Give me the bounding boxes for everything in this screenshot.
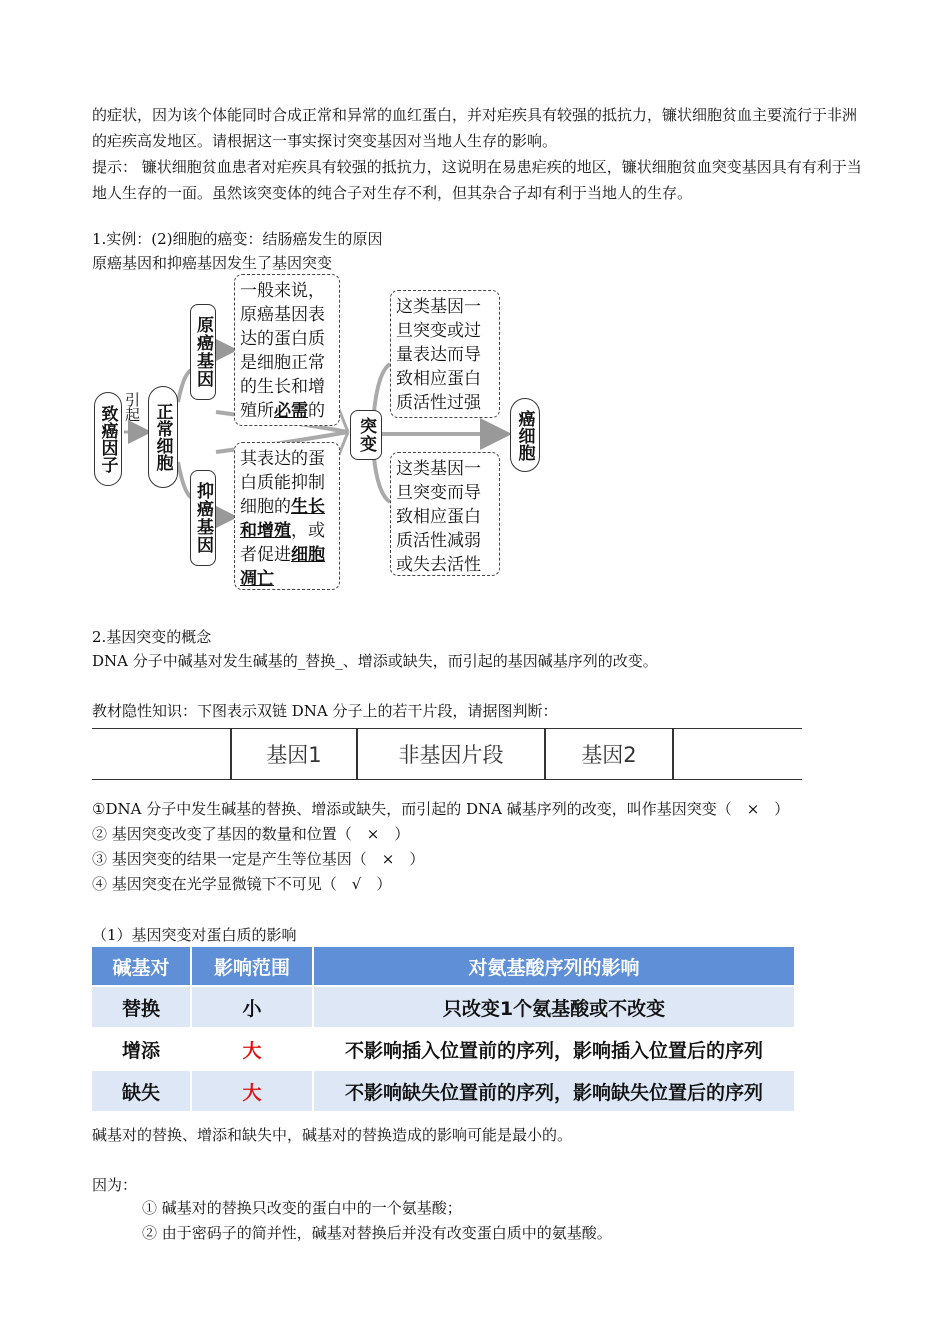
intro-paragraph: 的症状，因为该个体能同时合成正常和异常的血红蛋白，并对疟疾具有较强的抵抗力，镰状细胞贫血主要流行于非洲的疟疾高发地区。请根据这一事实探讨突变基因对当地人生存的影响。 [92, 106, 858, 150]
cause-label: 引起 [123, 392, 141, 422]
reason-item: ① 碱基对的替换只改变的蛋白中的一个氨基酸； [142, 1199, 462, 1217]
segment-gene2: 基因2 [581, 743, 637, 767]
judgment-item: ④ 基因突变在光学显微镜下不可见（ √ ） [92, 875, 392, 893]
table-row [92, 1028, 795, 1070]
proto-desc-text: 一般来说，原癌基因表达的蛋白质是细胞正常的生长和增殖所 [240, 281, 325, 421]
header-scope: 影响范围 [191, 947, 313, 986]
proto-description [234, 274, 340, 426]
proto-result: 这类基因一旦突变或过量表达而导致相应蛋白质活性过强 [390, 290, 500, 418]
hint-paragraph: 提示： 镰状细胞贫血患者对疟疾具有较强的抵抗力，这说明在易患疟疾的地区，镰状细胞贫血突变基因具有有利于当地人生存的一面。虽然该突变体的纯合子对生存不利，但其杂合子却有利于当地人的生存。 [92, 158, 862, 202]
supp-desc-key1: 生长和增殖 [240, 497, 325, 541]
cell-scope: 大 [191, 1070, 313, 1111]
proto-desc-end: 的 [308, 401, 325, 421]
cell-effect: 不影响插入位置前的序列，影响插入位置后的序列 [313, 1028, 795, 1070]
definition-end: _、增添或缺失，而引起的基因碱基序列的改变。 [335, 652, 658, 670]
effect-title: （1）基因突变对蛋白质的影响 [92, 926, 297, 944]
section2-title: 2.基因突变的概念 [92, 628, 212, 646]
cause-node: 致癌因子 [94, 392, 122, 486]
cell-scope: 大 [191, 1028, 313, 1070]
segment-gene1: 基因1 [266, 743, 322, 767]
judgment-item: ①DNA 分子中发生碱基的替换、增添或缺失，而引起的 DNA 碱基序列的改变，叫作基因突变（ × ） [92, 800, 790, 818]
definition-start: DNA 分子中碱基对发生碱基的_ [92, 652, 306, 670]
cell-scope: 小 [191, 986, 313, 1028]
tumor-suppressor-node: 抑癌基因 [190, 470, 216, 566]
because-label: 因为： [92, 1176, 138, 1194]
cell-type: 缺失 [92, 1070, 191, 1111]
cell-type: 替换 [92, 986, 191, 1028]
hidden-knowledge-intro: 教材隐性知识：下图表示双链 DNA 分子上的若干片段，请据图判断： [92, 702, 558, 720]
section1-subtitle: 原癌基因和抑癌基因发生了基因突变 [92, 254, 333, 272]
header-base-pair: 碱基对 [92, 947, 191, 986]
conclusion-text: 碱基对的替换、增添和缺失中，碱基对的替换造成的影响可能是最小的。 [92, 1126, 573, 1144]
cell-type: 增添 [92, 1028, 191, 1070]
cell-effect: 只改变1个氨基酸或不改变 [313, 986, 795, 1028]
suppressor-description [234, 442, 340, 590]
reason-item: ② 由于密码子的简并性，碱基对替换后并没有改变蛋白质中的氨基酸。 [142, 1224, 612, 1242]
table-row [92, 986, 795, 1028]
header-effect: 对氨基酸序列的影响 [313, 947, 795, 986]
cancer-diagram [92, 272, 552, 602]
judgment-item: ③ 基因突变的结果一定是产生等位基因（ × ） [92, 850, 425, 868]
judgment-item: ② 基因突变改变了基因的数量和位置（ × ） [92, 825, 410, 843]
proto-desc-key: 必需 [274, 401, 308, 421]
supp-desc-text: 其表达的蛋白质能抑制细胞的 [240, 449, 325, 517]
definition-key: 替换 [305, 652, 336, 670]
cell-effect: 不影响缺失位置前的序列，影响缺失位置后的序列 [313, 1070, 795, 1111]
section1-title: 1.实例：(2)细胞的癌变：结肠癌发生的原因 [92, 230, 383, 248]
segment-divider [672, 729, 674, 779]
suppressor-result: 这类基因一旦突变而导致相应蛋白质活性减弱或失去活性 [390, 452, 500, 576]
supp-desc-mid: ，或者促进 [240, 521, 325, 565]
segment-noncoding: 非基因片段 [398, 743, 504, 767]
definition [92, 650, 658, 672]
proto-oncogene-node: 原癌基因 [190, 304, 216, 400]
dna-segment-figure [92, 728, 802, 780]
mutation-effect-table [92, 947, 796, 1111]
cancer-cell-node: 癌细胞 [510, 398, 540, 472]
mutation-node: 突变 [350, 410, 382, 460]
table-row [92, 1070, 795, 1111]
normal-cell-node: 正常细胞 [148, 386, 178, 488]
supp-desc-key2: 细胞凋亡 [240, 545, 325, 589]
